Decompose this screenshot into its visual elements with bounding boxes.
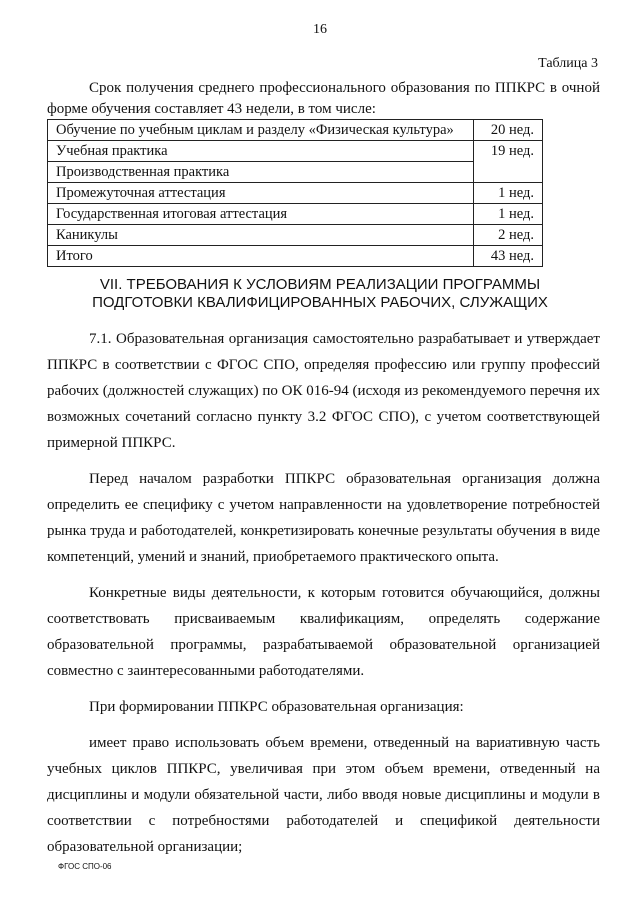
schedule-table — [47, 119, 543, 267]
table-row — [48, 162, 543, 183]
row-duration: 1 нед. — [474, 204, 543, 225]
row-duration: 19 нед. — [474, 141, 543, 183]
paragraph: При формировании ППКРС образовательная организация: — [89, 699, 464, 715]
row-label: Промежуточная аттестация — [48, 183, 474, 204]
section-heading-line: VII. ТРЕБОВАНИЯ К УСЛОВИЯМ РЕАЛИЗАЦИИ ПРОГРАММЫ — [99, 276, 541, 293]
table-row — [48, 225, 543, 246]
intro-paragraph: Срок получения среднего профессионального образования по ППКРС в очной форме обучения составляет 43 недели, в том числе: — [47, 80, 600, 117]
body-text — [47, 326, 600, 870]
footer-code: ФГОС СПО-06 — [58, 862, 112, 871]
row-duration: 20 нед. — [474, 120, 543, 141]
row-label: Обучение по учебным циклам и разделу «Физическая культура» — [48, 120, 474, 141]
row-duration: 1 нед. — [474, 183, 543, 204]
section-heading-line: ПОДГОТОВКИ КВАЛИФИЦИРОВАННЫХ РАБОЧИХ, СЛУЖАЩИХ — [92, 294, 548, 311]
paragraph: Конкретные виды деятельности, к которым готовится обучающийся, должны соответствовать присваиваемым квалификациям, определять содержание образовательной программы, разрабатываемой образовательной организацией совместно с заинтересованными работодателями. — [47, 585, 600, 679]
table-row — [48, 204, 543, 225]
row-label: Производственная практика — [48, 162, 474, 183]
row-label: Итого — [48, 246, 474, 267]
page-number: 16 — [313, 22, 327, 37]
section-heading — [0, 276, 640, 312]
row-label: Государственная итоговая аттестация — [48, 204, 474, 225]
table-row — [48, 246, 543, 267]
paragraph: Перед началом разработки ППКРС образовательная организация должна определить ее специфику с учетом направленности на удовлетворение потребностей рынка труда и работодателей, конкретизировать конечные результаты обучения в виде компетенций, умений и знаний, приобретаемого практического опыта. — [47, 471, 600, 565]
row-label: Каникулы — [48, 225, 474, 246]
table-row — [48, 120, 543, 141]
table-row — [48, 141, 543, 162]
table-row — [48, 183, 543, 204]
row-label: Учебная практика — [48, 141, 474, 162]
paragraph: 7.1. Образовательная организация самостоятельно разрабатывает и утверждает ППКРС в соответствии с ФГОС СПО, определяя профессию или группу профессий рабочих (должностей служащих) по ОК 016-94 (исходя из рекомендуемого перечня их возможных сочетаний согласно пункту 3.2 ФГОС СПО), с учетом соответствующей примерной ППКРС. — [47, 331, 600, 451]
table-label: Таблица 3 — [538, 56, 598, 71]
row-duration: 43 нед. — [474, 246, 543, 267]
row-duration: 2 нед. — [474, 225, 543, 246]
paragraph: имеет право использовать объем времени, отведенный на вариативную часть учебных циклов ППКРС, увеличивая при этом объем времени, отведенный на дисциплины и модули обязательной части, либо вводя новые дисциплины и модули в соответствии с потребностями работодателей и спецификой деятельности образовательной организации; — [47, 735, 600, 855]
